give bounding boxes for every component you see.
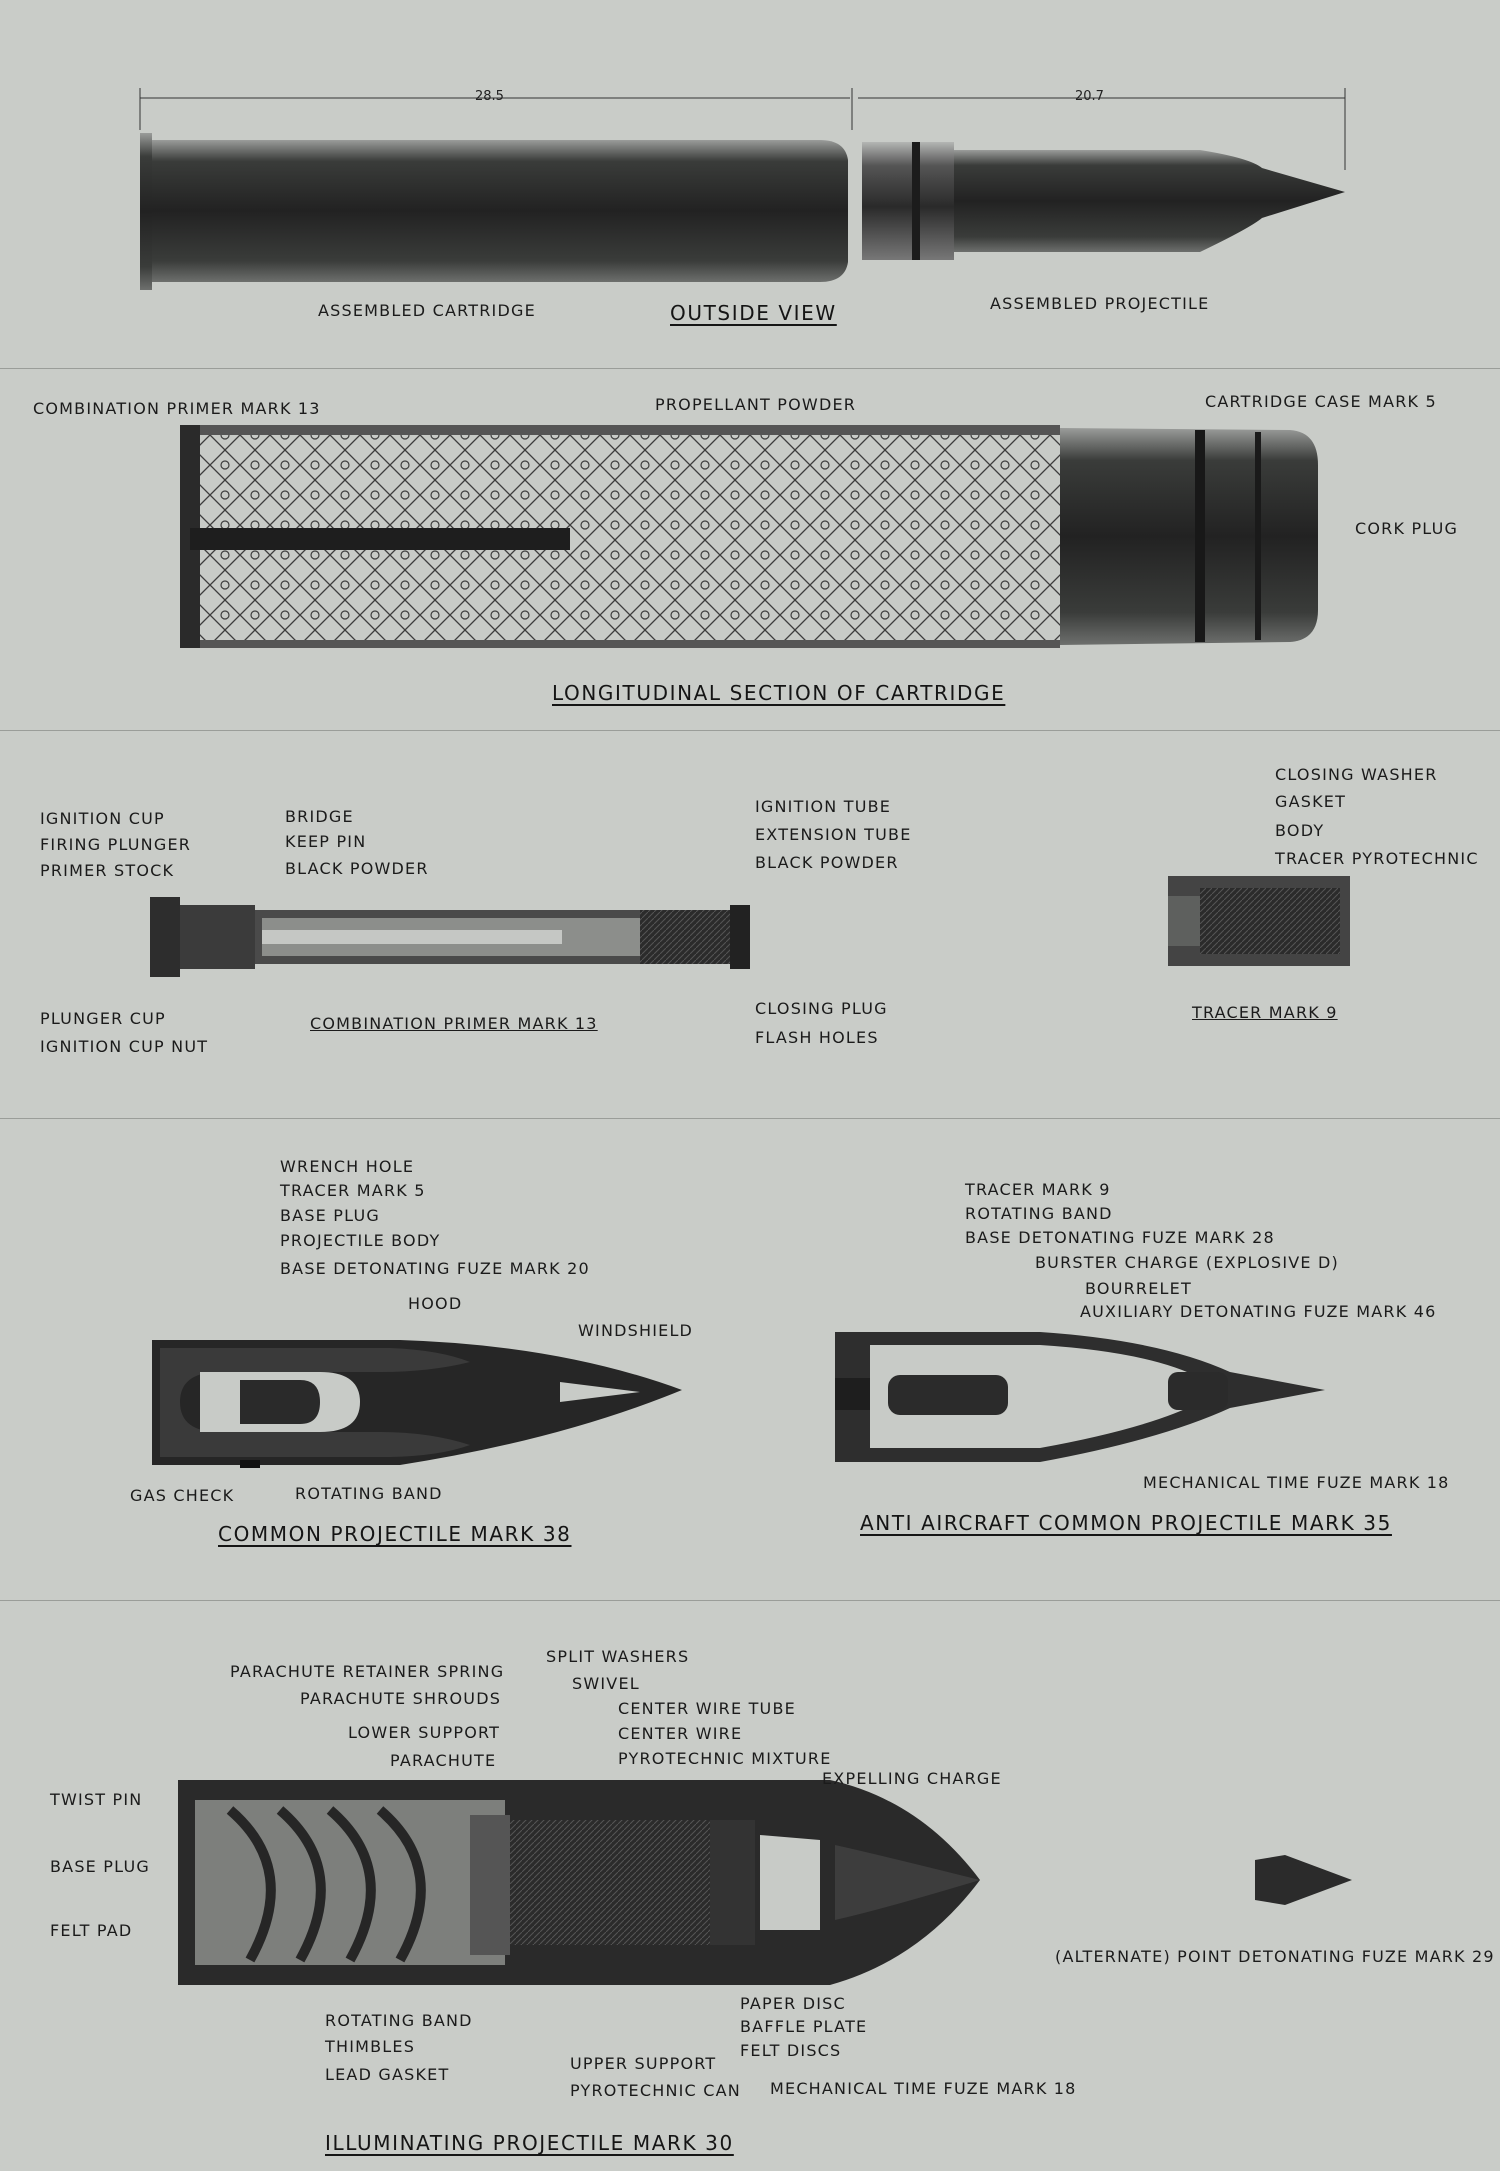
label-gas-check: GAS CHECK [130,1486,235,1505]
label-bourrelet: BOURRELET [1085,1279,1192,1298]
caption-longitudinal-section: LONGITUDINAL SECTION OF CARTRIDGE [552,681,1006,705]
aa-common-projectile [835,1332,1325,1462]
label-combination-primer: COMBINATION PRIMER MARK 13 [33,399,321,418]
label-alternate-fuze: (ALTERNATE) POINT DETONATING FUZE MARK 29 [1055,1947,1495,1966]
label-ignition-cup-nut: IGNITION CUP NUT [40,1037,209,1056]
caption-common-projectile: COMMON PROJECTILE MARK 38 [218,1522,572,1546]
label-aa-time-fuze: MECHANICAL TIME FUZE MARK 18 [1143,1473,1450,1492]
label-parachute: PARACHUTE [390,1751,497,1770]
label-rotating-band: ROTATING BAND [295,1484,443,1503]
label-hood: HOOD [408,1294,463,1313]
label-pyrotechnic-can: PYROTECHNIC CAN [570,2081,741,2100]
label-felt-pad: FELT PAD [50,1921,133,1940]
caption-combination-primer: COMBINATION PRIMER MARK 13 [310,1014,598,1033]
caption-outside-view: OUTSIDE VIEW [670,301,837,325]
label-base-plug: BASE PLUG [280,1206,380,1225]
cork-plug [1060,428,1318,645]
label-base-detonating-fuze-20: BASE DETONATING FUZE MARK 20 [280,1259,590,1278]
caption-aa-projectile: ANTI AIRCRAFT COMMON PROJECTILE MARK 35 [860,1511,1392,1535]
label-projectile-body: PROJECTILE BODY [280,1231,441,1250]
label-aux-fuze: AUXILIARY DETONATING FUZE MARK 46 [1080,1302,1437,1321]
label-cartridge-case: CARTRIDGE CASE MARK 5 [1205,392,1437,411]
label-assembled-projectile: ASSEMBLED PROJECTILE [990,294,1210,313]
label-firing-plunger: FIRING PLUNGER [40,835,192,854]
label-propellant-powder: PROPELLANT POWDER [655,395,857,414]
label-black-powder-2: BLACK POWDER [755,853,899,872]
caption-tracer-mark-9: TRACER MARK 9 [1192,1003,1338,1022]
label-illum-time-fuze: MECHANICAL TIME FUZE MARK 18 [770,2079,1077,2098]
illuminating-projectile [178,1780,980,1985]
common-projectile [152,1340,682,1468]
label-illum-rotating-band: ROTATING BAND [325,2011,473,2030]
label-cork-plug: CORK PLUG [1355,519,1459,538]
label-tracer-pyrotechnic: TRACER PYROTECHNIC [1275,849,1479,868]
label-retainer-spring: PARACHUTE RETAINER SPRING [230,1662,505,1681]
cartridge-section [180,425,1318,648]
label-burster-charge: BURSTER CHARGE (EXPLOSIVE D) [1035,1253,1339,1272]
label-pyrotechnic-mixture: PYROTECHNIC MIXTURE [618,1749,832,1768]
label-closing-washer: CLOSING WASHER [1275,765,1438,784]
label-thimbles: THIMBLES [325,2037,416,2056]
label-upper-support: UPPER SUPPORT [570,2054,717,2073]
separator [0,730,1500,731]
combination-primer [150,897,750,977]
assembled-cartridge [140,133,848,290]
label-aa-tracer: TRACER MARK 9 [965,1180,1111,1199]
label-extension-tube: EXTENSION TUBE [755,825,912,844]
separator [0,368,1500,369]
alternate-fuze-drawing [1255,1855,1352,1905]
label-lower-support: LOWER SUPPORT [348,1723,501,1742]
separator [0,1118,1500,1119]
label-ignition-tube: IGNITION TUBE [755,797,892,816]
label-illum-base-plug: BASE PLUG [50,1857,150,1876]
caption-illuminating-projectile: ILLUMINATING PROJECTILE MARK 30 [325,2131,734,2155]
label-plunger-cup: PLUNGER CUP [40,1009,166,1028]
label-closing-plug: CLOSING PLUG [755,999,888,1018]
label-swivel: SWIVEL [572,1674,640,1693]
label-ignition-cup: IGNITION CUP [40,809,165,828]
outside-view-group [140,88,1345,290]
label-black-powder-1: BLACK POWDER [285,859,429,878]
label-parachute-shrouds: PARACHUTE SHROUDS [300,1689,502,1708]
label-lead-gasket: LEAD GASKET [325,2065,450,2084]
tracer-mark-9-drawing [1168,876,1350,966]
label-split-washers: SPLIT WASHERS [546,1647,690,1666]
label-center-wire: CENTER WIRE [618,1724,743,1743]
label-felt-discs: FELT DISCS [740,2041,842,2060]
label-windshield: WINDSHIELD [578,1321,694,1340]
label-bridge: BRIDGE [285,807,354,826]
label-gasket: GASKET [1275,792,1347,811]
label-twist-pin: TWIST PIN [50,1790,143,1809]
label-aa-base-fuze: BASE DETONATING FUZE MARK 28 [965,1228,1275,1247]
label-baffle-plate: BAFFLE PLATE [740,2017,868,2036]
label-primer-stock: PRIMER STOCK [40,861,175,880]
dimension-projectile: 20.7 [1075,89,1104,104]
assembled-projectile [862,142,1345,260]
label-tracer-mark-5: TRACER MARK 5 [280,1181,426,1200]
label-flash-holes: FLASH HOLES [755,1028,879,1047]
label-tracer-body: BODY [1275,821,1325,840]
label-expelling-charge: EXPELLING CHARGE [822,1769,1002,1788]
label-keep-pin: KEEP PIN [285,832,367,851]
separator [0,1600,1500,1601]
label-wrench-hole: WRENCH HOLE [280,1157,415,1176]
label-paper-disc: PAPER DISC [740,1994,846,2013]
label-aa-rotating-band: ROTATING BAND [965,1204,1113,1223]
dimension-cartridge: 28.5 [475,89,504,104]
label-center-wire-tube: CENTER WIRE TUBE [618,1699,796,1718]
label-assembled-cartridge: ASSEMBLED CARTRIDGE [318,301,536,320]
